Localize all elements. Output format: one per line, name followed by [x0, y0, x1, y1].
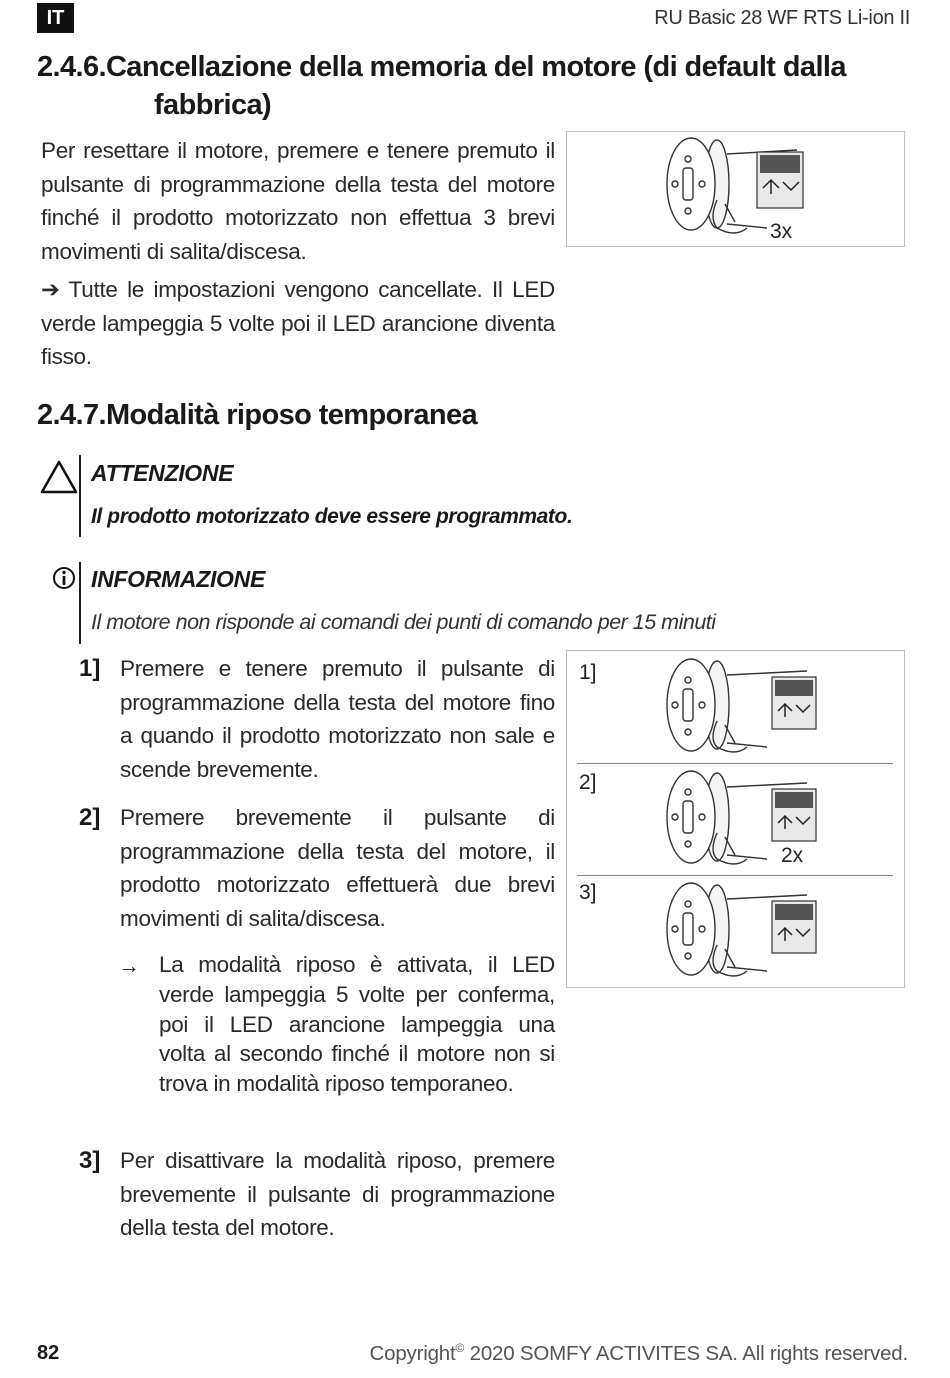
model-name: RU Basic 28 WF RTS Li-ion II: [654, 7, 910, 29]
step-2-number: 2]: [79, 804, 101, 831]
step-3-text: Per disattivare la modalità riposo, premere brevemente il pulsante di programmazione della testa del motore.: [120, 1148, 555, 1240]
rest-mode-figure: [566, 650, 905, 988]
info-title: INFORMAZIONE: [91, 566, 265, 592]
warning-text: Il prodotto motorizzato deve essere programmato.: [91, 505, 573, 528]
reset-figure: [566, 131, 905, 247]
section-246-result: [41, 273, 555, 374]
section-246-heading-line1: 2.4.6.Cancellazione della memoria del motore (di default dalla: [37, 51, 846, 83]
page-number: 82: [37, 1342, 60, 1364]
language-badge: IT: [37, 3, 74, 33]
warning-icon: [39, 459, 79, 495]
motor-head-illustration: [567, 132, 904, 246]
section-246-paragraph: Per resettare il motore, premere e tenere premuto il pulsante di programmazione della testa del motore finché il prodotto motorizzato non effettua 3 brevi movimenti di salita/discesa.: [41, 138, 555, 264]
copyright-text: 2020 SOMFY ACTIVITES SA. All rights reserved.: [464, 1341, 908, 1365]
section-246-heading: [37, 48, 927, 124]
shade-icon: [757, 152, 803, 208]
panel-1-motor: [667, 659, 816, 752]
copyright: [370, 1341, 908, 1366]
step-2-result-arrow-icon: →: [118, 953, 140, 978]
step-1-number: 1]: [79, 655, 101, 682]
step-1-text: Premere e tenere premuto il pulsante di programmazione della testa del motore fino a quando il prodotto motorizzato non sale e scende brevemente.: [120, 656, 555, 782]
section-246-heading-line2: fabbrica): [154, 89, 272, 121]
section-246-result-text: Tutte le impostazioni vengono cancellate. Il LED verde lampeggia 5 volte poi il LED arancione diventa fisso.: [41, 277, 555, 369]
panel-3-label: 3]: [579, 881, 597, 904]
info-bar: [79, 562, 81, 644]
result-arrow-icon: ➔: [41, 277, 60, 302]
motor-head-illustrations: [567, 651, 904, 987]
info-icon: [52, 566, 76, 590]
info-text: Il motore non risponde ai comandi dei punti di comando per 15 minuti: [91, 610, 716, 634]
panel-3-motor: [667, 883, 816, 976]
copyright-mark: ©: [455, 1341, 465, 1355]
step-3-number: 3]: [79, 1147, 101, 1174]
section-247-heading: 2.4.7.Modalità riposo temporanea: [37, 399, 478, 431]
panel-2-label: 2]: [579, 771, 597, 794]
warning-bar: [79, 455, 81, 537]
step-2-result-text: La modalità riposo è attivata, il LED verde lampeggia 5 volte per conferma, poi il LED arancione lampeggia una volta al secondo finché il motore non si trova in modalità riposo temporaneo.: [159, 952, 555, 1097]
figure-multiplier: 3x: [770, 220, 793, 243]
warning-title: ATTENZIONE: [91, 460, 234, 486]
panel-1-label: 1]: [579, 661, 597, 684]
step-2-text: Premere brevemente il pulsante di programmazione della testa del motore, il prodotto motorizzato effettuerà due brevi movimenti di salita/discesa.: [120, 805, 555, 931]
copyright-label: Copyright: [369, 1341, 456, 1365]
panel-2-multiplier: 2x: [781, 844, 804, 867]
